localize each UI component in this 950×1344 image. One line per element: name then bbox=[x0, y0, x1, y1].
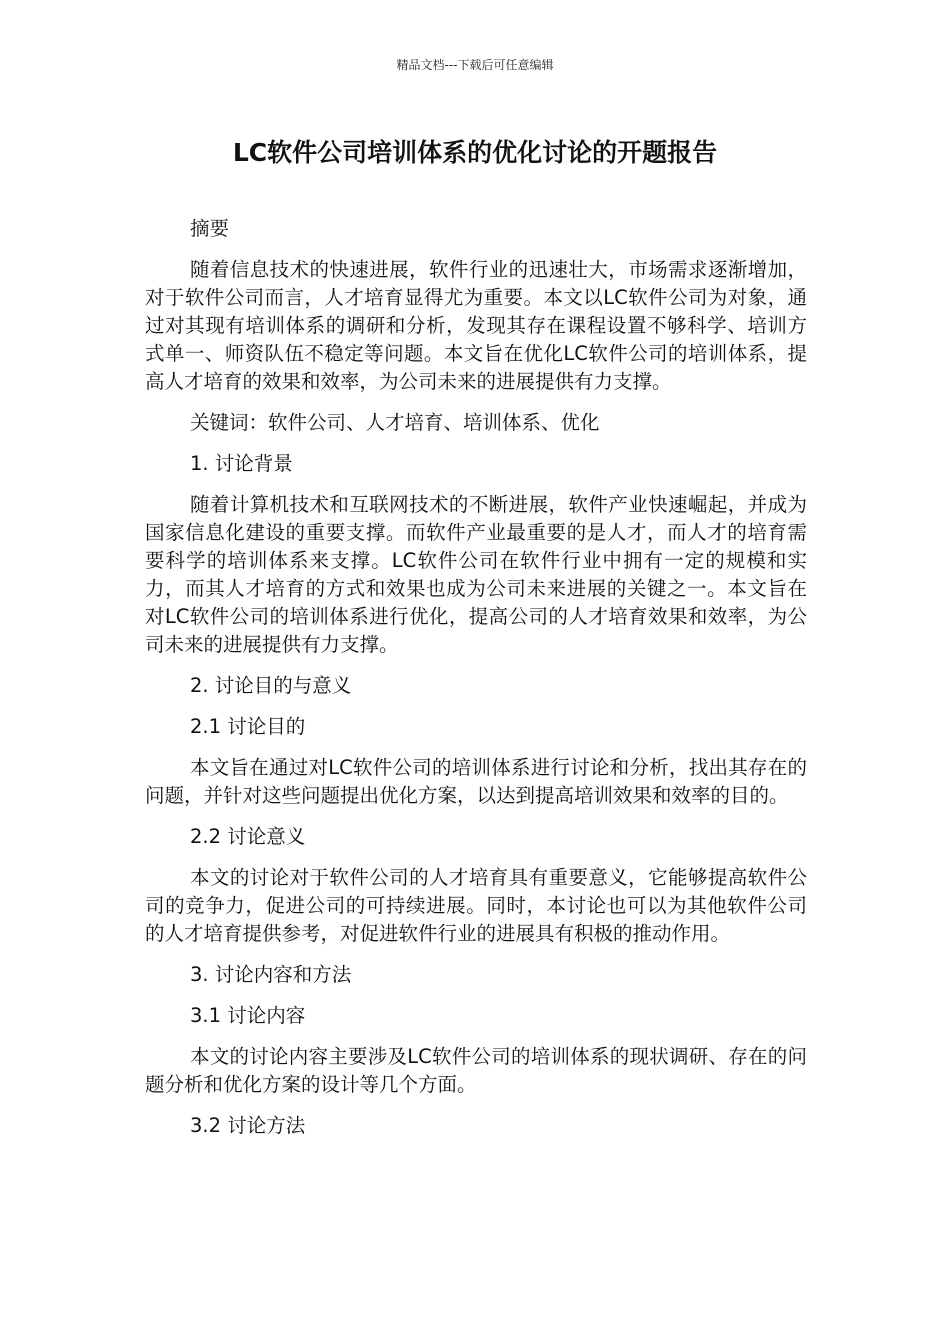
document-body bbox=[145, 215, 807, 1153]
abstract-paragraph: 随着信息技术的快速进展，软件行业的迅速壮大，市场需求逐渐增加，对于软件公司而言，人才培育显得尤为重要。本文以LC软件公司为对象，通过对其现有培训体系的调研和分析，发现其存在课程设置不够科学、培训方式单一、师资队伍不稳定等问题。本文旨在优化LC软件公司的培训体系，提高人才培育的效果和效率，为公司未来的进展提供有力支撑。 bbox=[145, 258, 807, 393]
subsection-paragraph-3-1: 本文的讨论内容主要涉及LC软件公司的培训体系的现状调研、存在的问题分析和优化方案的设计等几个方面。 bbox=[145, 1045, 807, 1096]
subsection-heading-2-2: 2.2 讨论意义 bbox=[190, 825, 306, 848]
section-paragraph-1: 随着计算机技术和互联网技术的不断进展，软件产业快速崛起，并成为国家信息化建设的重要支撑。而软件产业最重要的是人才，而人才的培育需要科学的培训体系来支撑。LC软件公司在软件行业中拥有一定的规模和实力，而其人才培育的方式和效果也成为公司未来进展的关键之一。本文旨在对LC软件公司的培训体系进行优化，提高公司的人才培育效果和效率，为公司未来的进展提供有力支撑。 bbox=[145, 493, 807, 656]
subsection-paragraph-2-2: 本文的讨论对于软件公司的人才培育具有重要意义，它能够提高软件公司的竞争力，促进公司的可持续进展。同时，本讨论也可以为其他软件公司的人才培育提供参考，对促进软件行业的进展具有积极的推动作用。 bbox=[145, 866, 807, 945]
keywords-line: 关键词：软件公司、人才培育、培训体系、优化 bbox=[190, 411, 600, 434]
subsection-heading-2-1: 2.1 讨论目的 bbox=[190, 715, 306, 738]
subsection-heading-3-2: 3.2 讨论方法 bbox=[190, 1114, 306, 1137]
subsection-paragraph-2-1: 本文旨在通过对LC软件公司的培训体系进行讨论和分析，找出其存在的问题，并针对这些问题提出优化方案，以达到提高培训效果和效率的目的。 bbox=[145, 756, 807, 807]
section-heading-3: 3. 讨论内容和方法 bbox=[190, 963, 352, 986]
section-heading-2: 2. 讨论目的与意义 bbox=[190, 674, 352, 697]
subsection-heading-3-1: 3.1 讨论内容 bbox=[190, 1004, 306, 1027]
header-note: 精品文档---下载后可任意编辑 bbox=[396, 58, 554, 72]
abstract-heading: 摘要 bbox=[190, 217, 230, 240]
document-title: LC软件公司培训体系的优化讨论的开题报告 bbox=[232, 138, 718, 167]
section-heading-1: 1. 讨论背景 bbox=[190, 452, 293, 475]
